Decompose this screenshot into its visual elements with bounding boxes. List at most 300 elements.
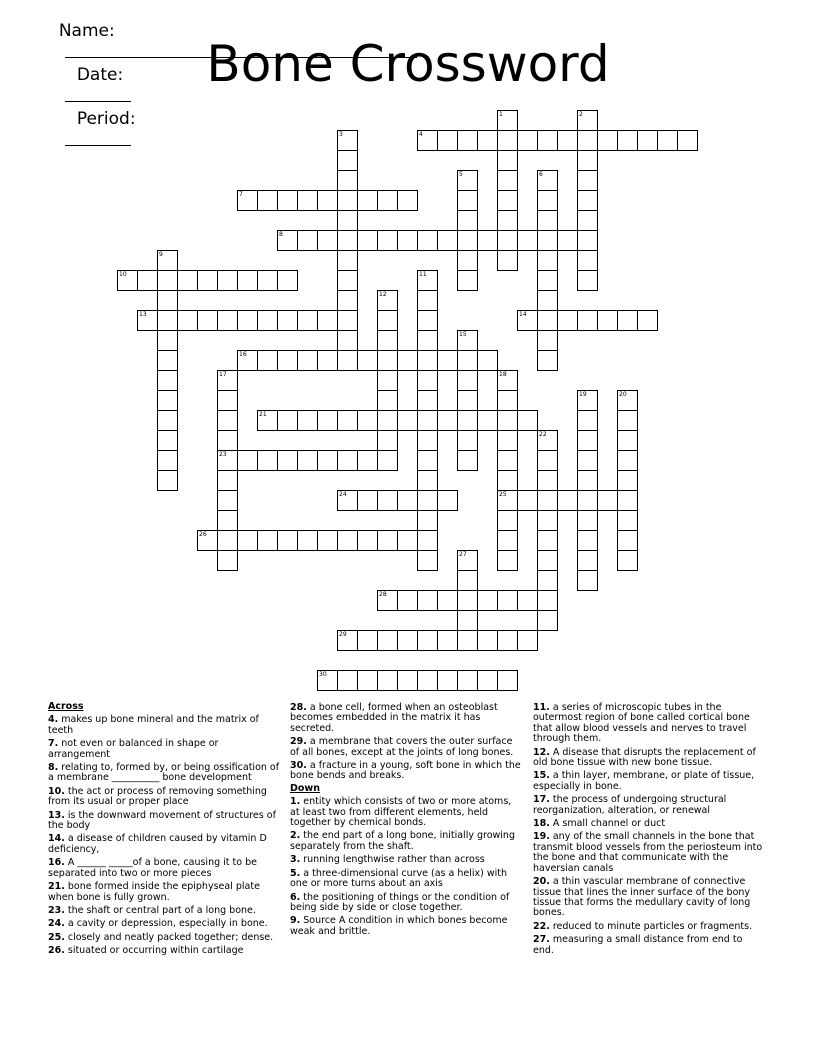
- crossword-cell[interactable]: [497, 410, 518, 431]
- crossword-cell[interactable]: [537, 570, 558, 591]
- crossword-cell[interactable]: [157, 290, 178, 311]
- crossword-cell[interactable]: [437, 630, 458, 651]
- crossword-cell[interactable]: [317, 230, 338, 251]
- crossword-cell[interactable]: [437, 130, 458, 151]
- crossword-cell[interactable]: [577, 530, 598, 551]
- crossword-cell[interactable]: [357, 670, 378, 691]
- crossword-cell[interactable]: [217, 270, 238, 291]
- crossword-cell[interactable]: [417, 350, 438, 371]
- crossword-cell[interactable]: [477, 130, 498, 151]
- crossword-cell[interactable]: [357, 490, 378, 511]
- crossword-cell[interactable]: [557, 490, 578, 511]
- crossword-cell[interactable]: [277, 310, 298, 331]
- crossword-cell[interactable]: [337, 170, 358, 191]
- crossword-cell[interactable]: [217, 490, 238, 511]
- crossword-cell[interactable]: [537, 470, 558, 491]
- crossword-cell[interactable]: [277, 190, 298, 211]
- crossword-cell[interactable]: [417, 430, 438, 451]
- crossword-cell[interactable]: [337, 310, 358, 331]
- crossword-cell[interactable]: [377, 330, 398, 351]
- clue-item-text: a thin layer, membrane, or plate of tissue, especially in bone.: [533, 770, 755, 792]
- crossword-cell[interactable]: [457, 670, 478, 691]
- crossword-cell[interactable]: [437, 590, 458, 611]
- crossword-cell[interactable]: [497, 430, 518, 451]
- crossword-cell[interactable]: [437, 490, 458, 511]
- crossword-cell[interactable]: [577, 510, 598, 531]
- crossword-cell[interactable]: [377, 430, 398, 451]
- crossword-cell[interactable]: [477, 670, 498, 691]
- crossword-cell[interactable]: [377, 490, 398, 511]
- crossword-cell[interactable]: [497, 190, 518, 211]
- crossword-cell[interactable]: [457, 590, 478, 611]
- crossword-cell[interactable]: [197, 310, 218, 331]
- crossword-cell[interactable]: [577, 170, 598, 191]
- crossword-cell[interactable]: [617, 450, 638, 471]
- crossword-cell[interactable]: [257, 310, 278, 331]
- crossword-cell[interactable]: [337, 130, 358, 151]
- crossword-cell[interactable]: [157, 370, 178, 391]
- crossword-cell[interactable]: [497, 170, 518, 191]
- crossword-cell[interactable]: [497, 250, 518, 271]
- crossword-cell[interactable]: [457, 130, 478, 151]
- crossword-cell[interactable]: [457, 610, 478, 631]
- crossword-cell[interactable]: [397, 350, 418, 371]
- crossword-cell[interactable]: [157, 310, 178, 331]
- crossword-cell[interactable]: [377, 230, 398, 251]
- crossword-cell[interactable]: [577, 570, 598, 591]
- crossword-cell[interactable]: [497, 550, 518, 571]
- crossword-cell[interactable]: [497, 370, 518, 391]
- crossword-cell[interactable]: [257, 270, 278, 291]
- crossword-cell[interactable]: [457, 350, 478, 371]
- crossword-cell[interactable]: [297, 230, 318, 251]
- clue-item-text: the end part of a long bone, initially growing separately from the shaft.: [290, 830, 515, 852]
- crossword-cell[interactable]: [537, 170, 558, 191]
- crossword-cell[interactable]: [497, 630, 518, 651]
- clue-item-number: 8.: [48, 762, 59, 774]
- crossword-cell[interactable]: [537, 350, 558, 371]
- crossword-cell[interactable]: [217, 430, 238, 451]
- clue-item: [533, 795, 765, 816]
- clue-item-text: reduced to minute particles or fragments.: [549, 920, 753, 932]
- crossword-cell[interactable]: [497, 450, 518, 471]
- crossword-cell[interactable]: [537, 610, 558, 631]
- crossword-cell[interactable]: [597, 310, 618, 331]
- crossword-cell[interactable]: [337, 270, 358, 291]
- clue-item-number: 29.: [290, 736, 307, 748]
- crossword-cell[interactable]: [237, 270, 258, 291]
- crossword-cell[interactable]: [457, 190, 478, 211]
- crossword-cell[interactable]: [337, 630, 358, 651]
- crossword-cell[interactable]: [397, 230, 418, 251]
- crossword-cell[interactable]: [157, 410, 178, 431]
- clue-number: 8: [279, 231, 283, 238]
- crossword-cell[interactable]: [457, 270, 478, 291]
- crossword-cell[interactable]: [537, 230, 558, 251]
- crossword-cell[interactable]: [157, 250, 178, 271]
- crossword-cell[interactable]: [337, 450, 358, 471]
- crossword-cell[interactable]: [657, 130, 678, 151]
- crossword-cell[interactable]: [537, 290, 558, 311]
- crossword-cell[interactable]: [537, 330, 558, 351]
- crossword-cell[interactable]: [177, 310, 198, 331]
- crossword-cell[interactable]: [397, 670, 418, 691]
- clue-item: [290, 703, 522, 734]
- clue-number: 28: [379, 591, 387, 598]
- crossword-cell[interactable]: [357, 190, 378, 211]
- crossword-cell[interactable]: [357, 630, 378, 651]
- clue-item-text: the shaft or central part of a long bone.: [64, 904, 256, 916]
- crossword-cell[interactable]: [377, 350, 398, 371]
- crossword-cell[interactable]: [597, 130, 618, 151]
- crossword-cell[interactable]: [217, 530, 238, 551]
- crossword-cell[interactable]: [537, 510, 558, 531]
- crossword-cell[interactable]: [277, 450, 298, 471]
- crossword-cell[interactable]: [157, 350, 178, 371]
- clue-item-number: 24.: [48, 918, 65, 930]
- crossword-cell[interactable]: [437, 350, 458, 371]
- crossword-cell[interactable]: [617, 390, 638, 411]
- crossword-cell[interactable]: [577, 550, 598, 571]
- crossword-cell[interactable]: [457, 450, 478, 471]
- crossword-cell[interactable]: [397, 190, 418, 211]
- crossword-cell[interactable]: [457, 390, 478, 411]
- crossword-cell[interactable]: [157, 470, 178, 491]
- crossword-cell[interactable]: [617, 530, 638, 551]
- crossword-cell[interactable]: [337, 190, 358, 211]
- crossword-cell[interactable]: [357, 410, 378, 431]
- clue-number: 22: [539, 431, 547, 438]
- crossword-cell[interactable]: [417, 290, 438, 311]
- clue-item: [48, 715, 280, 736]
- clue-item-text: makes up bone mineral and the matrix of teeth: [48, 714, 259, 736]
- crossword-cell[interactable]: [537, 210, 558, 231]
- crossword-cell[interactable]: [457, 230, 478, 251]
- crossword-cell[interactable]: [497, 530, 518, 551]
- crossword-cell[interactable]: [337, 410, 358, 431]
- crossword-cell[interactable]: [377, 530, 398, 551]
- crossword-cell[interactable]: [577, 390, 598, 411]
- crossword-cell[interactable]: [497, 490, 518, 511]
- clue-item: [290, 869, 522, 890]
- crossword-cell[interactable]: [377, 410, 398, 431]
- crossword-cell[interactable]: [417, 630, 438, 651]
- crossword-cell[interactable]: [617, 470, 638, 491]
- crossword-cell[interactable]: [597, 490, 618, 511]
- crossword-cell[interactable]: [377, 450, 398, 471]
- crossword-cell[interactable]: [557, 230, 578, 251]
- crossword-cell[interactable]: [337, 250, 358, 271]
- crossword-cell[interactable]: [477, 590, 498, 611]
- crossword-cell[interactable]: [457, 170, 478, 191]
- crossword-cell[interactable]: [317, 410, 338, 431]
- crossword-cell[interactable]: [577, 110, 598, 131]
- crossword-cell[interactable]: [497, 130, 518, 151]
- crossword-cell[interactable]: [497, 390, 518, 411]
- crossword-cell[interactable]: [257, 450, 278, 471]
- crossword-cell[interactable]: [157, 390, 178, 411]
- crossword-cell[interactable]: [417, 330, 438, 351]
- crossword-cell[interactable]: [537, 450, 558, 471]
- crossword-cell[interactable]: [617, 410, 638, 431]
- crossword-cell[interactable]: [397, 630, 418, 651]
- crossword-cell[interactable]: [437, 410, 458, 431]
- crossword-cell[interactable]: [337, 530, 358, 551]
- crossword-cell[interactable]: [277, 350, 298, 371]
- crossword-cell[interactable]: [217, 310, 238, 331]
- clue-item-text: A ______ _____of a bone, causing it to be separated into two or more pieces: [48, 857, 257, 879]
- clue-item-text: a disease of children caused by vitamin D deficiency,: [48, 833, 267, 855]
- crossword-cell[interactable]: [197, 270, 218, 291]
- crossword-cell[interactable]: [417, 590, 438, 611]
- crossword-cell[interactable]: [397, 490, 418, 511]
- crossword-cell[interactable]: [297, 190, 318, 211]
- crossword-cell[interactable]: [157, 270, 178, 291]
- crossword-cell[interactable]: [497, 230, 518, 251]
- crossword-cell[interactable]: [437, 230, 458, 251]
- crossword-cell[interactable]: [497, 210, 518, 231]
- crossword-cell[interactable]: [417, 490, 438, 511]
- crossword-cell[interactable]: [237, 350, 258, 371]
- crossword-cell[interactable]: [617, 510, 638, 531]
- crossword-cell[interactable]: [577, 230, 598, 251]
- crossword-cell[interactable]: [377, 630, 398, 651]
- crossword-cell[interactable]: [577, 270, 598, 291]
- crossword-cell[interactable]: [397, 530, 418, 551]
- crossword-cell[interactable]: [537, 250, 558, 271]
- crossword-cell[interactable]: [557, 310, 578, 331]
- crossword-cell[interactable]: [297, 350, 318, 371]
- crossword-cell[interactable]: [477, 230, 498, 251]
- crossword-cell[interactable]: [337, 150, 358, 171]
- crossword-cell[interactable]: [237, 310, 258, 331]
- crossword-cell[interactable]: [217, 390, 238, 411]
- crossword-cell[interactable]: [577, 250, 598, 271]
- crossword-cell[interactable]: [497, 590, 518, 611]
- crossword-cell[interactable]: [537, 550, 558, 571]
- crossword-cell[interactable]: [357, 230, 378, 251]
- crossword-cell[interactable]: [497, 150, 518, 171]
- crossword-cell[interactable]: [497, 470, 518, 491]
- crossword-cell[interactable]: [257, 410, 278, 431]
- crossword-cell[interactable]: [217, 450, 238, 471]
- crossword-cell[interactable]: [257, 190, 278, 211]
- crossword-cell[interactable]: [417, 470, 438, 491]
- crossword-cell[interactable]: [417, 410, 438, 431]
- crossword-cell[interactable]: [317, 450, 338, 471]
- crossword-cell[interactable]: [377, 670, 398, 691]
- crossword-cell[interactable]: [617, 550, 638, 571]
- crossword-cell[interactable]: [157, 430, 178, 451]
- crossword-cell[interactable]: [417, 670, 438, 691]
- clue-item-number: 19.: [533, 831, 550, 843]
- crossword-cell[interactable]: [417, 530, 438, 551]
- crossword-cell[interactable]: [337, 290, 358, 311]
- crossword-cell[interactable]: [397, 590, 418, 611]
- crossword-cell[interactable]: [317, 530, 338, 551]
- crossword-cell[interactable]: [217, 470, 238, 491]
- crossword-cell[interactable]: [377, 310, 398, 331]
- crossword-cell[interactable]: [317, 350, 338, 371]
- crossword-cell[interactable]: [277, 230, 298, 251]
- crossword-cell[interactable]: [617, 130, 638, 151]
- crossword-cell[interactable]: [577, 430, 598, 451]
- crossword-cell[interactable]: [417, 130, 438, 151]
- crossword-cell[interactable]: [577, 190, 598, 211]
- crossword-cell[interactable]: [237, 190, 258, 211]
- crossword-cell[interactable]: [277, 530, 298, 551]
- crossword-cell[interactable]: [537, 530, 558, 551]
- crossword-cell[interactable]: [537, 130, 558, 151]
- clue-column-3: [533, 700, 765, 956]
- crossword-cell[interactable]: [617, 430, 638, 451]
- clue-number: 20: [619, 391, 627, 398]
- clue-item-text: a thin vascular membrane of connective tissue that lines the inner surface of the bony tissue that forms the medullary cavity of long bones.: [533, 876, 751, 919]
- crossword-cell[interactable]: [417, 390, 438, 411]
- crossword-cell[interactable]: [517, 130, 538, 151]
- crossword-cell[interactable]: [457, 550, 478, 571]
- crossword-cell[interactable]: [197, 530, 218, 551]
- clue-item: [533, 771, 765, 792]
- crossword-cell[interactable]: [337, 490, 358, 511]
- crossword-cell[interactable]: [577, 130, 598, 151]
- clue-item-number: 16.: [48, 857, 65, 869]
- crossword-cell[interactable]: [577, 150, 598, 171]
- clue-item-number: 6.: [290, 891, 301, 903]
- crossword-cell[interactable]: [557, 130, 578, 151]
- crossword-cell[interactable]: [117, 270, 138, 291]
- clue-number: 19: [579, 391, 587, 398]
- crossword-cell[interactable]: [137, 270, 158, 291]
- crossword-cell[interactable]: [457, 210, 478, 231]
- crossword-cell[interactable]: [637, 130, 658, 151]
- crossword-cell[interactable]: [457, 430, 478, 451]
- clue-item-number: 26.: [48, 945, 65, 957]
- crossword-cell[interactable]: [517, 590, 538, 611]
- crossword-cell[interactable]: [537, 310, 558, 331]
- crossword-cell[interactable]: [137, 310, 158, 331]
- crossword-cell[interactable]: [457, 330, 478, 351]
- crossword-cell[interactable]: [297, 310, 318, 331]
- crossword-cell[interactable]: [157, 330, 178, 351]
- clue-item: [48, 834, 280, 855]
- crossword-cell[interactable]: [337, 210, 358, 231]
- crossword-cell[interactable]: [237, 530, 258, 551]
- crossword-cell[interactable]: [377, 370, 398, 391]
- crossword-cell[interactable]: [377, 390, 398, 411]
- crossword-cell[interactable]: [457, 410, 478, 431]
- crossword-cell[interactable]: [357, 530, 378, 551]
- crossword-cell[interactable]: [397, 410, 418, 431]
- clue-number: 23: [219, 451, 227, 458]
- crossword-cell[interactable]: [537, 590, 558, 611]
- clue-item-number: 30.: [290, 760, 307, 772]
- crossword-cell[interactable]: [177, 270, 198, 291]
- crossword-cell[interactable]: [277, 410, 298, 431]
- crossword-cell[interactable]: [617, 490, 638, 511]
- crossword-cell[interactable]: [537, 490, 558, 511]
- crossword-cell[interactable]: [417, 450, 438, 471]
- crossword-cell[interactable]: [257, 350, 278, 371]
- crossword-cell[interactable]: [517, 230, 538, 251]
- crossword-cell[interactable]: [217, 550, 238, 571]
- crossword-cell[interactable]: [537, 270, 558, 291]
- crossword-cell[interactable]: [477, 630, 498, 651]
- crossword-cell[interactable]: [377, 590, 398, 611]
- crossword-cell[interactable]: [417, 510, 438, 531]
- crossword-cell[interactable]: [377, 290, 398, 311]
- crossword-cell[interactable]: [637, 310, 658, 331]
- clue-item: [48, 858, 280, 879]
- crossword-cell[interactable]: [677, 130, 698, 151]
- clue-item: [48, 946, 280, 956]
- crossword-cell[interactable]: [577, 490, 598, 511]
- crossword-cell[interactable]: [497, 110, 518, 131]
- crossword-cell[interactable]: [377, 190, 398, 211]
- crossword-cell[interactable]: [497, 670, 518, 691]
- crossword-cell[interactable]: [337, 230, 358, 251]
- crossword-cell[interactable]: [577, 450, 598, 471]
- crossword-cell[interactable]: [297, 410, 318, 431]
- crossword-cell[interactable]: [217, 510, 238, 531]
- crossword-cell[interactable]: [417, 370, 438, 391]
- crossword-cell[interactable]: [357, 350, 378, 371]
- crossword-cell[interactable]: [437, 670, 458, 691]
- crossword-cell[interactable]: [357, 450, 378, 471]
- crossword-cell[interactable]: [217, 370, 238, 391]
- crossword-cell[interactable]: [477, 410, 498, 431]
- crossword-cell[interactable]: [457, 250, 478, 271]
- clue-number: 10: [119, 271, 127, 278]
- crossword-cell[interactable]: [157, 450, 178, 471]
- crossword-cell[interactable]: [337, 670, 358, 691]
- crossword-cell[interactable]: [297, 530, 318, 551]
- crossword-cell[interactable]: [577, 210, 598, 231]
- crossword-cell[interactable]: [457, 630, 478, 651]
- crossword-cell[interactable]: [337, 350, 358, 371]
- crossword-cell[interactable]: [477, 350, 498, 371]
- clue-item-number: 2.: [290, 830, 301, 842]
- crossword-cell[interactable]: [617, 310, 638, 331]
- crossword-cell[interactable]: [257, 530, 278, 551]
- crossword-cell[interactable]: [277, 270, 298, 291]
- crossword-cell[interactable]: [217, 410, 238, 431]
- crossword-cell[interactable]: [537, 190, 558, 211]
- crossword-cell[interactable]: [577, 470, 598, 491]
- crossword-cell[interactable]: [417, 230, 438, 251]
- crossword-cell[interactable]: [517, 310, 538, 331]
- crossword-cell[interactable]: [457, 570, 478, 591]
- crossword-cell[interactable]: [337, 330, 358, 351]
- crossword-cell[interactable]: [517, 410, 538, 431]
- crossword-cell[interactable]: [317, 670, 338, 691]
- crossword-cell[interactable]: [537, 430, 558, 451]
- crossword-cell[interactable]: [237, 450, 258, 471]
- crossword-cell[interactable]: [497, 510, 518, 531]
- crossword-cell[interactable]: [577, 410, 598, 431]
- crossword-cell[interactable]: [517, 630, 538, 651]
- crossword-cell[interactable]: [417, 550, 438, 571]
- clue-item: [533, 935, 765, 956]
- crossword-cell[interactable]: [317, 190, 338, 211]
- crossword-cell[interactable]: [577, 310, 598, 331]
- crossword-cell[interactable]: [457, 370, 478, 391]
- crossword-cell[interactable]: [517, 490, 538, 511]
- crossword-cell[interactable]: [317, 310, 338, 331]
- crossword-cell[interactable]: [417, 270, 438, 291]
- crossword-cell[interactable]: [417, 310, 438, 331]
- crossword-cell[interactable]: [297, 450, 318, 471]
